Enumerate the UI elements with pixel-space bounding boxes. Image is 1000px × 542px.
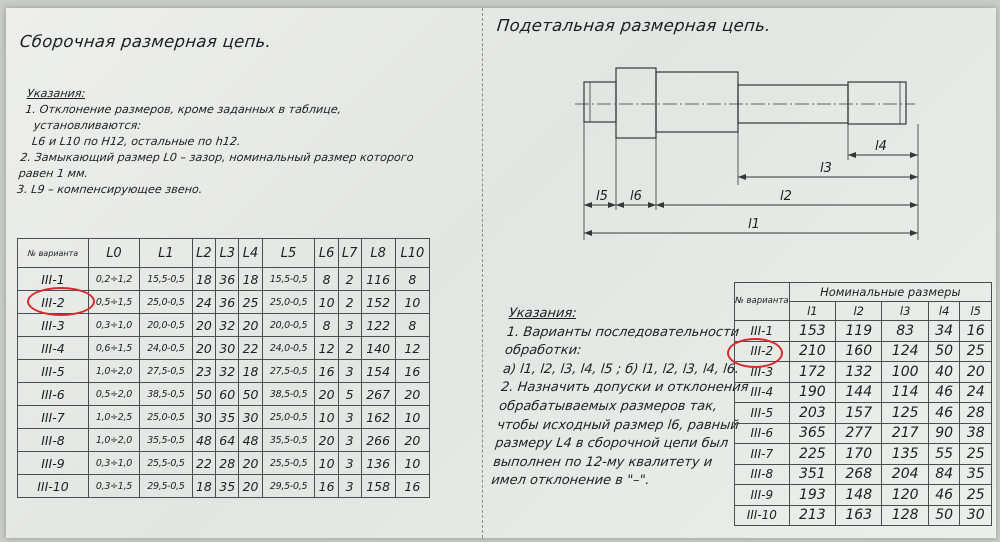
left-note-line: равен 1 мм. [18,167,89,180]
variant-cell: III-10 [18,475,89,498]
table-cell: 5 [338,383,361,406]
table-cell: 15,5-0,5 [140,268,193,291]
column-header: L5 [262,239,315,268]
table-row [18,337,430,360]
table-row [18,429,430,452]
table-cell: 50 [928,505,960,526]
table-cell: 148 [836,485,882,506]
variant-cell: III-3 [18,314,89,337]
table-cell: 0,5÷2,0 [88,383,139,406]
table-cell: 36 [216,291,239,314]
variant-cell: III-6 [18,383,89,406]
table-cell: 55 [928,444,960,465]
table-cell: 8 [315,314,338,337]
table-cell: 50 [239,383,262,406]
table-cell: 153 [789,321,835,342]
table-cell: 20,0-0,5 [262,314,315,337]
table-cell: 24 [192,291,215,314]
table-cell: 119 [836,321,882,342]
table-cell: 1,0÷2,0 [88,429,139,452]
right-note-line: обработки: [504,343,583,359]
table-cell: 116 [361,268,395,291]
variant-cell: III-3 [735,362,790,383]
right-note-line: размеру L4 в сборочной цепи был [494,436,730,452]
right-note-line: чтобы исходный размер l6, равный [496,417,740,433]
table-cell: 50 [192,383,215,406]
nominal-sizes-table [734,282,992,526]
table-cell: 35 [216,475,239,498]
table-cell: 120 [882,485,928,506]
right-note-line: обрабатываемых размеров так, [498,398,718,414]
table-cell: 2 [338,268,361,291]
table-cell: 203 [789,403,835,424]
table-cell: 29,5-0,5 [262,475,315,498]
shaft-drawing [570,60,930,250]
table-cell: 30 [192,406,215,429]
table-cell: 46 [928,403,960,424]
table-cell: 32 [216,314,239,337]
dim-label-l1: l1 [748,217,760,232]
table-cell: 27,5-0,5 [262,360,315,383]
variant-cell: III-6 [735,423,790,444]
table-cell: 25 [239,291,262,314]
left-note-line: 1. Отклонение размеров, кроме заданных в таблице, [24,103,343,116]
table-cell: 12 [395,337,429,360]
table-cell: 24 [960,382,992,403]
left-title: Сборочная размерная цепь. [19,32,273,51]
table-cell: 163 [836,505,882,526]
table-cell: 25,0-0,5 [140,291,193,314]
table-row [735,505,992,526]
variant-cell: III-2 [735,341,790,362]
table-row [735,464,992,485]
table-cell: 16 [315,475,338,498]
column-header: L4 [239,239,262,268]
table-cell: 8 [395,268,429,291]
table-row [735,362,992,383]
variant-cell: III-8 [735,464,790,485]
table-cell: 20 [315,429,338,452]
table-cell: 170 [836,444,882,465]
variant-cell: III-4 [18,337,89,360]
column-header: L0 [88,239,139,268]
table-cell: 46 [928,382,960,403]
column-header: l5 [960,302,992,321]
column-header: l4 [928,302,960,321]
table-cell: 3 [338,475,361,498]
variant-cell: III-1 [18,268,89,291]
table-cell: 157 [836,403,882,424]
table-cell: 10 [315,452,338,475]
table-cell: 3 [338,314,361,337]
dim-label-l4: l4 [875,139,887,154]
left-note-line: установливаются: [33,119,142,132]
right-note-line: выполнен по 12-му квалитету и [492,454,713,470]
table-cell: 35 [960,464,992,485]
table-cell: 28 [960,403,992,424]
column-header: L7 [338,239,361,268]
table-row [18,475,430,498]
table-cell: 90 [928,423,960,444]
table-cell: 20 [192,337,215,360]
table-cell: 15,5-0,5 [262,268,315,291]
table-cell: 3 [338,406,361,429]
table-cell: 25 [960,444,992,465]
table-cell: 20 [315,383,338,406]
table-cell: 3 [338,360,361,383]
table-cell: 83 [882,321,928,342]
dim-label-l2: l2 [780,189,792,204]
table-cell: 30 [239,406,262,429]
table-cell: 160 [836,341,882,362]
table-cell: 122 [361,314,395,337]
table-cell: 351 [789,464,835,485]
variant-cell: III-10 [735,505,790,526]
table-cell: 24,0-0,5 [262,337,315,360]
table-cell: 25,0-0,5 [140,406,193,429]
table-header-row [735,283,992,302]
table-cell: 140 [361,337,395,360]
table-cell: 10 [315,291,338,314]
table-cell: 266 [361,429,395,452]
column-header: L2 [192,239,215,268]
table-header-row [18,239,430,268]
table-cell: 2 [338,291,361,314]
table-cell: 277 [836,423,882,444]
table-cell: 158 [361,475,395,498]
table-cell: 213 [789,505,835,526]
table-cell: 48 [192,429,215,452]
table-cell: 40 [928,362,960,383]
table-cell: 18 [239,360,262,383]
table-row [735,485,992,506]
variant-cell: III-2 [18,291,89,314]
right-notes [490,305,750,491]
table-cell: 50 [928,341,960,362]
table-cell: 38,5-0,5 [140,383,193,406]
assembly-chain-table [17,238,430,498]
table-cell: 0,2÷1,2 [88,268,139,291]
column-header: L6 [315,239,338,268]
column-header: l1 [789,302,835,321]
variant-cell: III-9 [735,485,790,506]
table-row [735,382,992,403]
table-cell: 8 [395,314,429,337]
table-cell: 3 [338,452,361,475]
table-cell: 16 [395,360,429,383]
table-cell: 16 [395,475,429,498]
table-cell: 84 [928,464,960,485]
table-cell: 135 [882,444,928,465]
table-cell: 20 [192,314,215,337]
table-cell: 10 [395,452,429,475]
table-cell: 20,0-0,5 [140,314,193,337]
table-cell: 20 [239,314,262,337]
table-cell: 0,3÷1,0 [88,314,139,337]
left-note-line: 2. Замыкающий размер L0 – зазор, номинальный размер которого [19,151,415,164]
table-cell: 20 [960,362,992,383]
table-cell: 22 [239,337,262,360]
table-row [735,444,992,465]
table-cell: 0,3÷1,5 [88,475,139,498]
table-row [735,423,992,444]
table-cell: 20 [239,452,262,475]
variant-cell: III-4 [735,382,790,403]
table-cell: 144 [836,382,882,403]
table-cell: 10 [395,291,429,314]
table-cell: 30 [960,505,992,526]
dim-label-l3: l3 [820,161,832,176]
table-cell: 32 [216,360,239,383]
table-cell: 38,5-0,5 [262,383,315,406]
variant-header: № варианта [18,239,89,268]
table-cell: 25,0-0,5 [262,406,315,429]
variant-header: № варианта [735,283,790,321]
variant-cell: III-5 [18,360,89,383]
table-cell: 25,0-0,5 [262,291,315,314]
right-note-line: 1. Варианты последовательности [506,324,740,340]
table-cell: 217 [882,423,928,444]
table-cell: 24,0-0,5 [140,337,193,360]
table-cell: 3 [338,429,361,452]
table-row [18,406,430,429]
table-cell: 1,0÷2,0 [88,360,139,383]
left-notes [16,86,428,198]
right-note-line: имел отклонение в "–". [490,473,651,489]
table-cell: 46 [928,485,960,506]
table-cell: 2 [338,337,361,360]
table-cell: 25,5-0,5 [262,452,315,475]
table-row [18,314,430,337]
table-cell: 1,0÷2,5 [88,406,139,429]
table-cell: 35,5-0,5 [140,429,193,452]
table-cell: 100 [882,362,928,383]
table-row [18,360,430,383]
table-cell: 8 [315,268,338,291]
variant-cell: III-7 [735,444,790,465]
column-header: L3 [216,239,239,268]
variant-cell: III-8 [18,429,89,452]
table-cell: 18 [239,268,262,291]
table-cell: 268 [836,464,882,485]
table-cell: 204 [882,464,928,485]
group-header: Номинальные размеры [789,283,991,302]
table-cell: 18 [192,475,215,498]
table-cell: 25 [960,341,992,362]
table-cell: 35,5-0,5 [262,429,315,452]
column-header: L10 [395,239,429,268]
table-cell: 190 [789,382,835,403]
table-cell: 12 [315,337,338,360]
table-cell: 25 [960,485,992,506]
table-cell: 28 [216,452,239,475]
table-cell: 30 [216,337,239,360]
table-cell: 22 [192,452,215,475]
variant-highlight-circle [27,287,95,316]
table-cell: 35 [216,406,239,429]
variant-cell: III-9 [18,452,89,475]
table-cell: 225 [789,444,835,465]
right-note-line: 2. Назначить допуски и отклонения [500,380,750,396]
table-cell: 0,6÷1,5 [88,337,139,360]
table-cell: 23 [192,360,215,383]
table-row [18,452,430,475]
table-cell: 132 [836,362,882,383]
table-row [18,268,430,291]
table-cell: 152 [361,291,395,314]
table-cell: 16 [960,321,992,342]
variant-cell: III-1 [735,321,790,342]
table-cell: 20 [395,429,429,452]
fold-line [482,8,483,538]
variant-highlight-circle [727,338,783,368]
table-cell: 114 [882,382,928,403]
left-note-line: 3. L9 – компенсирующее звено. [16,183,204,196]
right-title: Подетальная размерная цепь. [496,16,772,35]
left-notes-heading: Указания: [26,87,87,100]
table-cell: 267 [361,383,395,406]
dim-label-l6: l6 [630,189,642,204]
left-note-line: L6 и L10 по H12, остальные по h12. [31,135,242,148]
table-cell: 16 [315,360,338,383]
variant-cell: III-7 [18,406,89,429]
right-note-line: а) l1, l2, l3, l4, l5 ; б) l1, l2, l3, l4, l6. [502,361,740,377]
table-cell: 25,5-0,5 [140,452,193,475]
table-cell: 27,5-0,5 [140,360,193,383]
column-header: L1 [140,239,193,268]
table-row [735,403,992,424]
table-cell: 124 [882,341,928,362]
table-cell: 0,3÷1,0 [88,452,139,475]
table-cell: 10 [395,406,429,429]
variant-cell: III-5 [735,403,790,424]
table-cell: 162 [361,406,395,429]
table-cell: 365 [789,423,835,444]
table-cell: 34 [928,321,960,342]
table-cell: 0,5÷1,5 [88,291,139,314]
column-header: l2 [836,302,882,321]
table-cell: 48 [239,429,262,452]
column-header: L8 [361,239,395,268]
table-cell: 193 [789,485,835,506]
table-cell: 38 [960,423,992,444]
table-cell: 18 [192,268,215,291]
table-cell: 36 [216,268,239,291]
table-cell: 60 [216,383,239,406]
table-cell: 10 [315,406,338,429]
table-row [18,383,430,406]
dim-label-l5: l5 [596,189,608,204]
table-cell: 29,5-0,5 [140,475,193,498]
table-cell: 125 [882,403,928,424]
table-cell: 128 [882,505,928,526]
table-cell: 20 [239,475,262,498]
table-cell: 136 [361,452,395,475]
table-cell: 64 [216,429,239,452]
table-cell: 210 [789,341,835,362]
table-cell: 172 [789,362,835,383]
right-notes-heading: Указания: [508,306,578,321]
column-header: l3 [882,302,928,321]
table-cell: 154 [361,360,395,383]
table-row [735,321,992,342]
table-cell: 20 [395,383,429,406]
